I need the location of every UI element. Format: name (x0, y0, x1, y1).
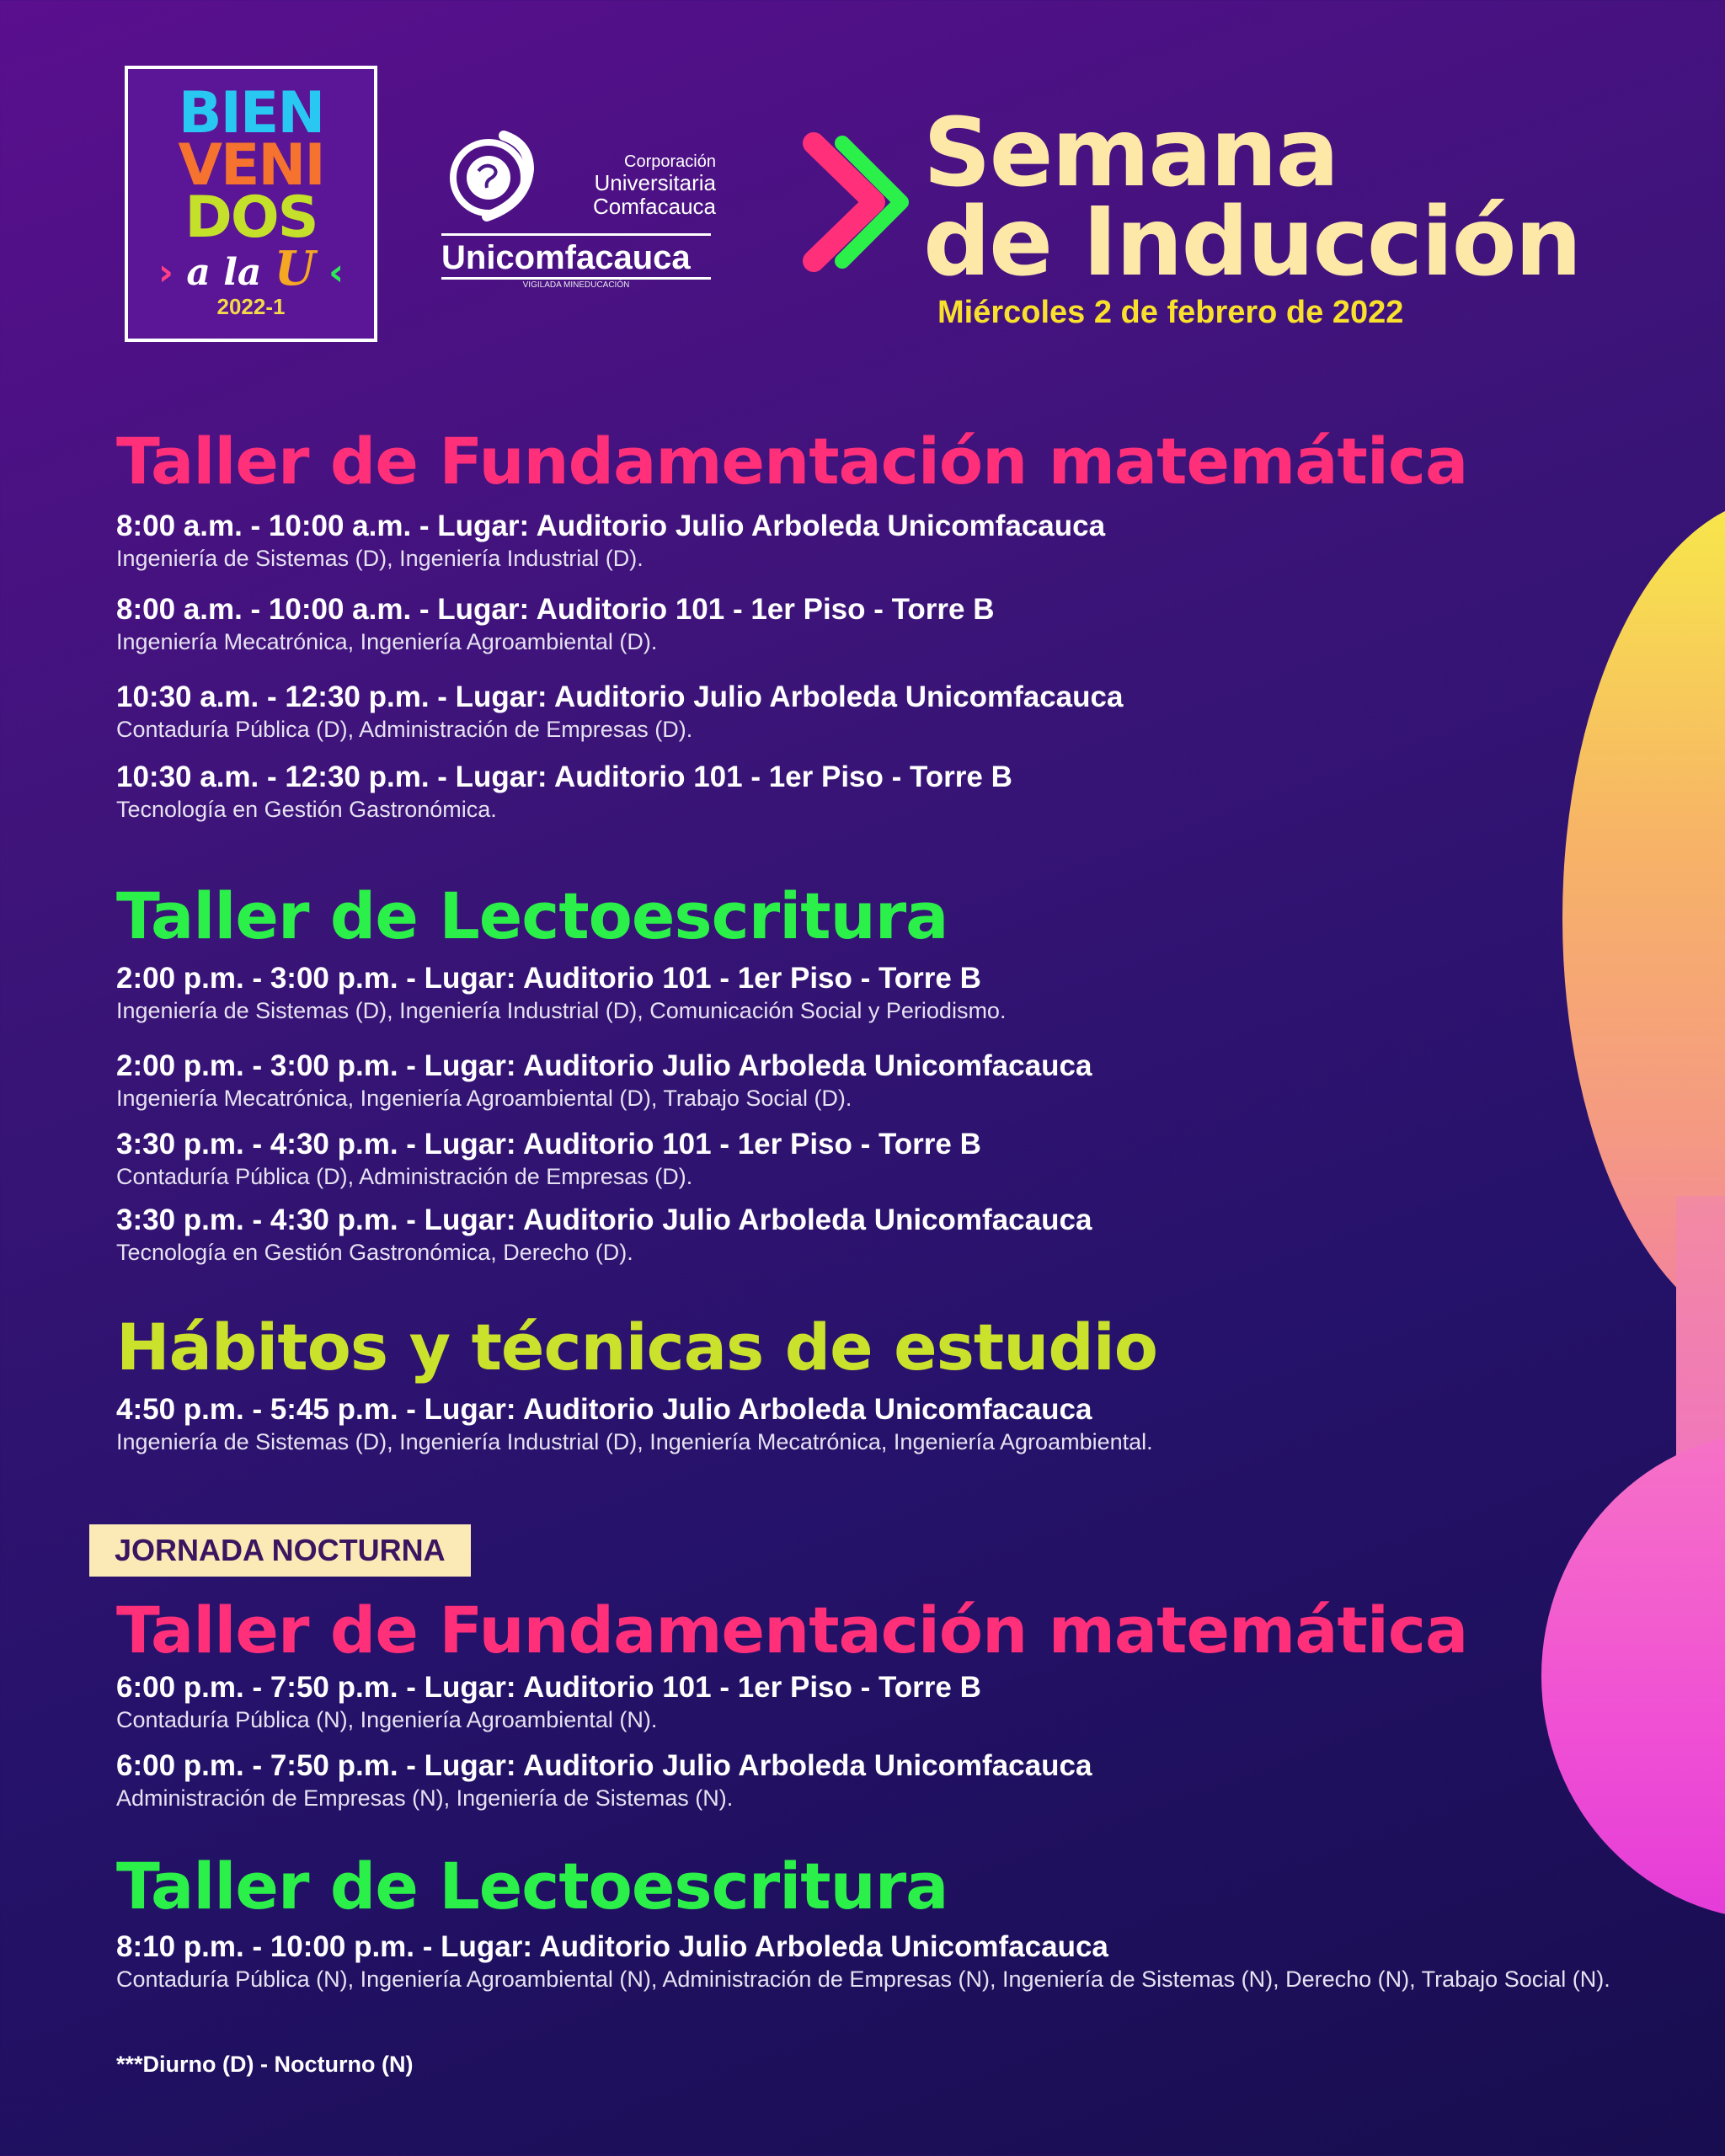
schedule-item (116, 760, 1683, 824)
schedule-time-place: 10:30 a.m. - 12:30 p.m. - Lugar: Auditorio 101 - 1er Piso - Torre B (116, 760, 1012, 793)
logo-corporation-text (547, 152, 716, 218)
badge-line-1: BIEN (178, 80, 324, 147)
schedule-time-place: 8:10 p.m. - 10:00 p.m. - Lugar: Auditorio Julio Arboleda Unicomfacauca (116, 1930, 1108, 1963)
section-title-lectoescritura: Taller de Lectoescritura (116, 878, 948, 953)
badge-a-la: a la (186, 251, 262, 294)
schedule-time-place: 3:30 p.m. - 4:30 p.m. - Lugar: Auditorio Julio Arboleda Unicomfacauca (116, 1203, 1092, 1236)
page-title-line-2: de Inducción (923, 188, 1581, 297)
badge-line-4 (128, 241, 374, 296)
schedule-item (116, 1127, 1683, 1191)
schedule-time-place: 8:00 a.m. - 10:00 a.m. - Lugar: Auditorio Julio Arboleda Unicomfacauca (116, 510, 1106, 542)
chevron-left-icon: ‹ (328, 251, 344, 294)
schedule-item (116, 1929, 1683, 1993)
legend-footnote: ***Diurno (D) - Nocturno (N) (116, 2052, 414, 2077)
schedule-programs: Contaduría Pública (N), Ingeniería Agroambiental (N), Administración de Empresas (N), Ingeniería de Sistemas (N), Derecho (N), Trabajo Social (N). (116, 1967, 1610, 1992)
schedule-time-place: 8:00 a.m. - 10:00 a.m. - Lugar: Auditorio 101 - 1er Piso - Torre B (116, 593, 995, 626)
schedule-item (116, 509, 1683, 573)
event-date: Miércoles 2 de febrero de 2022 (937, 295, 1404, 330)
section-title-habitos: Hábitos y técnicas de estudio (116, 1310, 1157, 1385)
schedule-time-place: 2:00 p.m. - 3:00 p.m. - Lugar: Auditorio 101 - 1er Piso - Torre B (116, 962, 981, 995)
section-title-fundamentacion-nocturna: Taller de Fundamentación matemática (116, 1593, 1468, 1668)
badge-line-2: VENI (178, 132, 324, 199)
logo-corp-line-2: Universitaria (594, 170, 716, 195)
section-title-fundamentacion: Taller de Fundamentación matemática (116, 424, 1468, 499)
schedule-item (116, 592, 1683, 656)
schedule-time-place: 6:00 p.m. - 7:50 p.m. - Lugar: Auditorio 101 - 1er Piso - Torre B (116, 1671, 981, 1704)
chevron-right-icon: › (158, 251, 174, 294)
badge-line-3: DOS (184, 184, 318, 251)
schedule-programs: Ingeniería de Sistemas (D), Ingeniería Industrial (D), Ingeniería Mecatrónica, Ingeniería Agroambiental. (116, 1429, 1153, 1454)
schedule-time-place: 2:00 p.m. - 3:00 p.m. - Lugar: Auditorio Julio Arboleda Unicomfacauca (116, 1049, 1092, 1082)
schedule-programs: Ingeniería de Sistemas (D), Ingeniería Industrial (D), Comunicación Social y Periodismo. (116, 998, 1007, 1023)
schedule-item (116, 1670, 1683, 1734)
schedule-time-place: 10:30 a.m. - 12:30 p.m. - Lugar: Auditorio Julio Arboleda Unicomfacauca (116, 680, 1124, 713)
schedule-item (116, 680, 1683, 744)
schedule-item (116, 1748, 1683, 1812)
schedule-time-place: 6:00 p.m. - 7:50 p.m. - Lugar: Auditorio Julio Arboleda Unicomfacauca (116, 1749, 1092, 1782)
schedule-programs: Contaduría Pública (D), Administración de Empresas (D). (116, 1164, 693, 1189)
unicomfacauca-logo (438, 122, 716, 291)
schedule-programs: Tecnología en Gestión Gastronómica, Derecho (D). (116, 1240, 633, 1265)
logo-corp-line-1: Corporación (624, 152, 716, 171)
schedule-programs: Contaduría Pública (N), Ingeniería Agroambiental (N). (116, 1707, 658, 1732)
badge-period: 2022-1 (216, 294, 286, 319)
bienvenidos-badge (125, 66, 377, 342)
schedule-programs: Ingeniería Mecatrónica, Ingeniería Agroambiental (D). (116, 629, 658, 654)
schedule-item (116, 1392, 1683, 1456)
logo-vigilada: VIGILADA MINEDUCACIÓN (522, 280, 630, 290)
section-title-lectoescritura-nocturna: Taller de Lectoescritura (116, 1849, 948, 1924)
badge-u: U (274, 241, 316, 296)
schedule-programs: Ingeniería Mecatrónica, Ingeniería Agroambiental (D), Trabajo Social (D). (116, 1086, 852, 1111)
double-chevron-icon (802, 126, 920, 278)
schedule-time-place: 3:30 p.m. - 4:30 p.m. - Lugar: Auditorio 101 - 1er Piso - Torre B (116, 1128, 981, 1161)
schedule-item (116, 1049, 1683, 1113)
schedule-programs: Ingeniería de Sistemas (D), Ingeniería Industrial (D). (116, 546, 644, 571)
jornada-nocturna-label: JORNADA NOCTURNA (89, 1524, 471, 1577)
page-title-line-1: Semana (923, 99, 1338, 208)
schedule-programs: Contaduría Pública (D), Administración de Empresas (D). (116, 717, 693, 742)
schedule-programs: Tecnología en Gestión Gastronómica. (116, 797, 497, 822)
schedule-programs: Administración de Empresas (N), Ingeniería de Sistemas (N). (116, 1785, 734, 1811)
schedule-item (116, 961, 1683, 1025)
schedule-item (116, 1203, 1683, 1267)
schedule-time-place: 4:50 p.m. - 5:45 p.m. - Lugar: Auditorio Julio Arboleda Unicomfacauca (116, 1393, 1092, 1426)
logo-corp-line-3: Comfacauca (593, 194, 716, 219)
globe-logo-icon (445, 127, 554, 228)
logo-name: Unicomfacauca (441, 233, 711, 280)
